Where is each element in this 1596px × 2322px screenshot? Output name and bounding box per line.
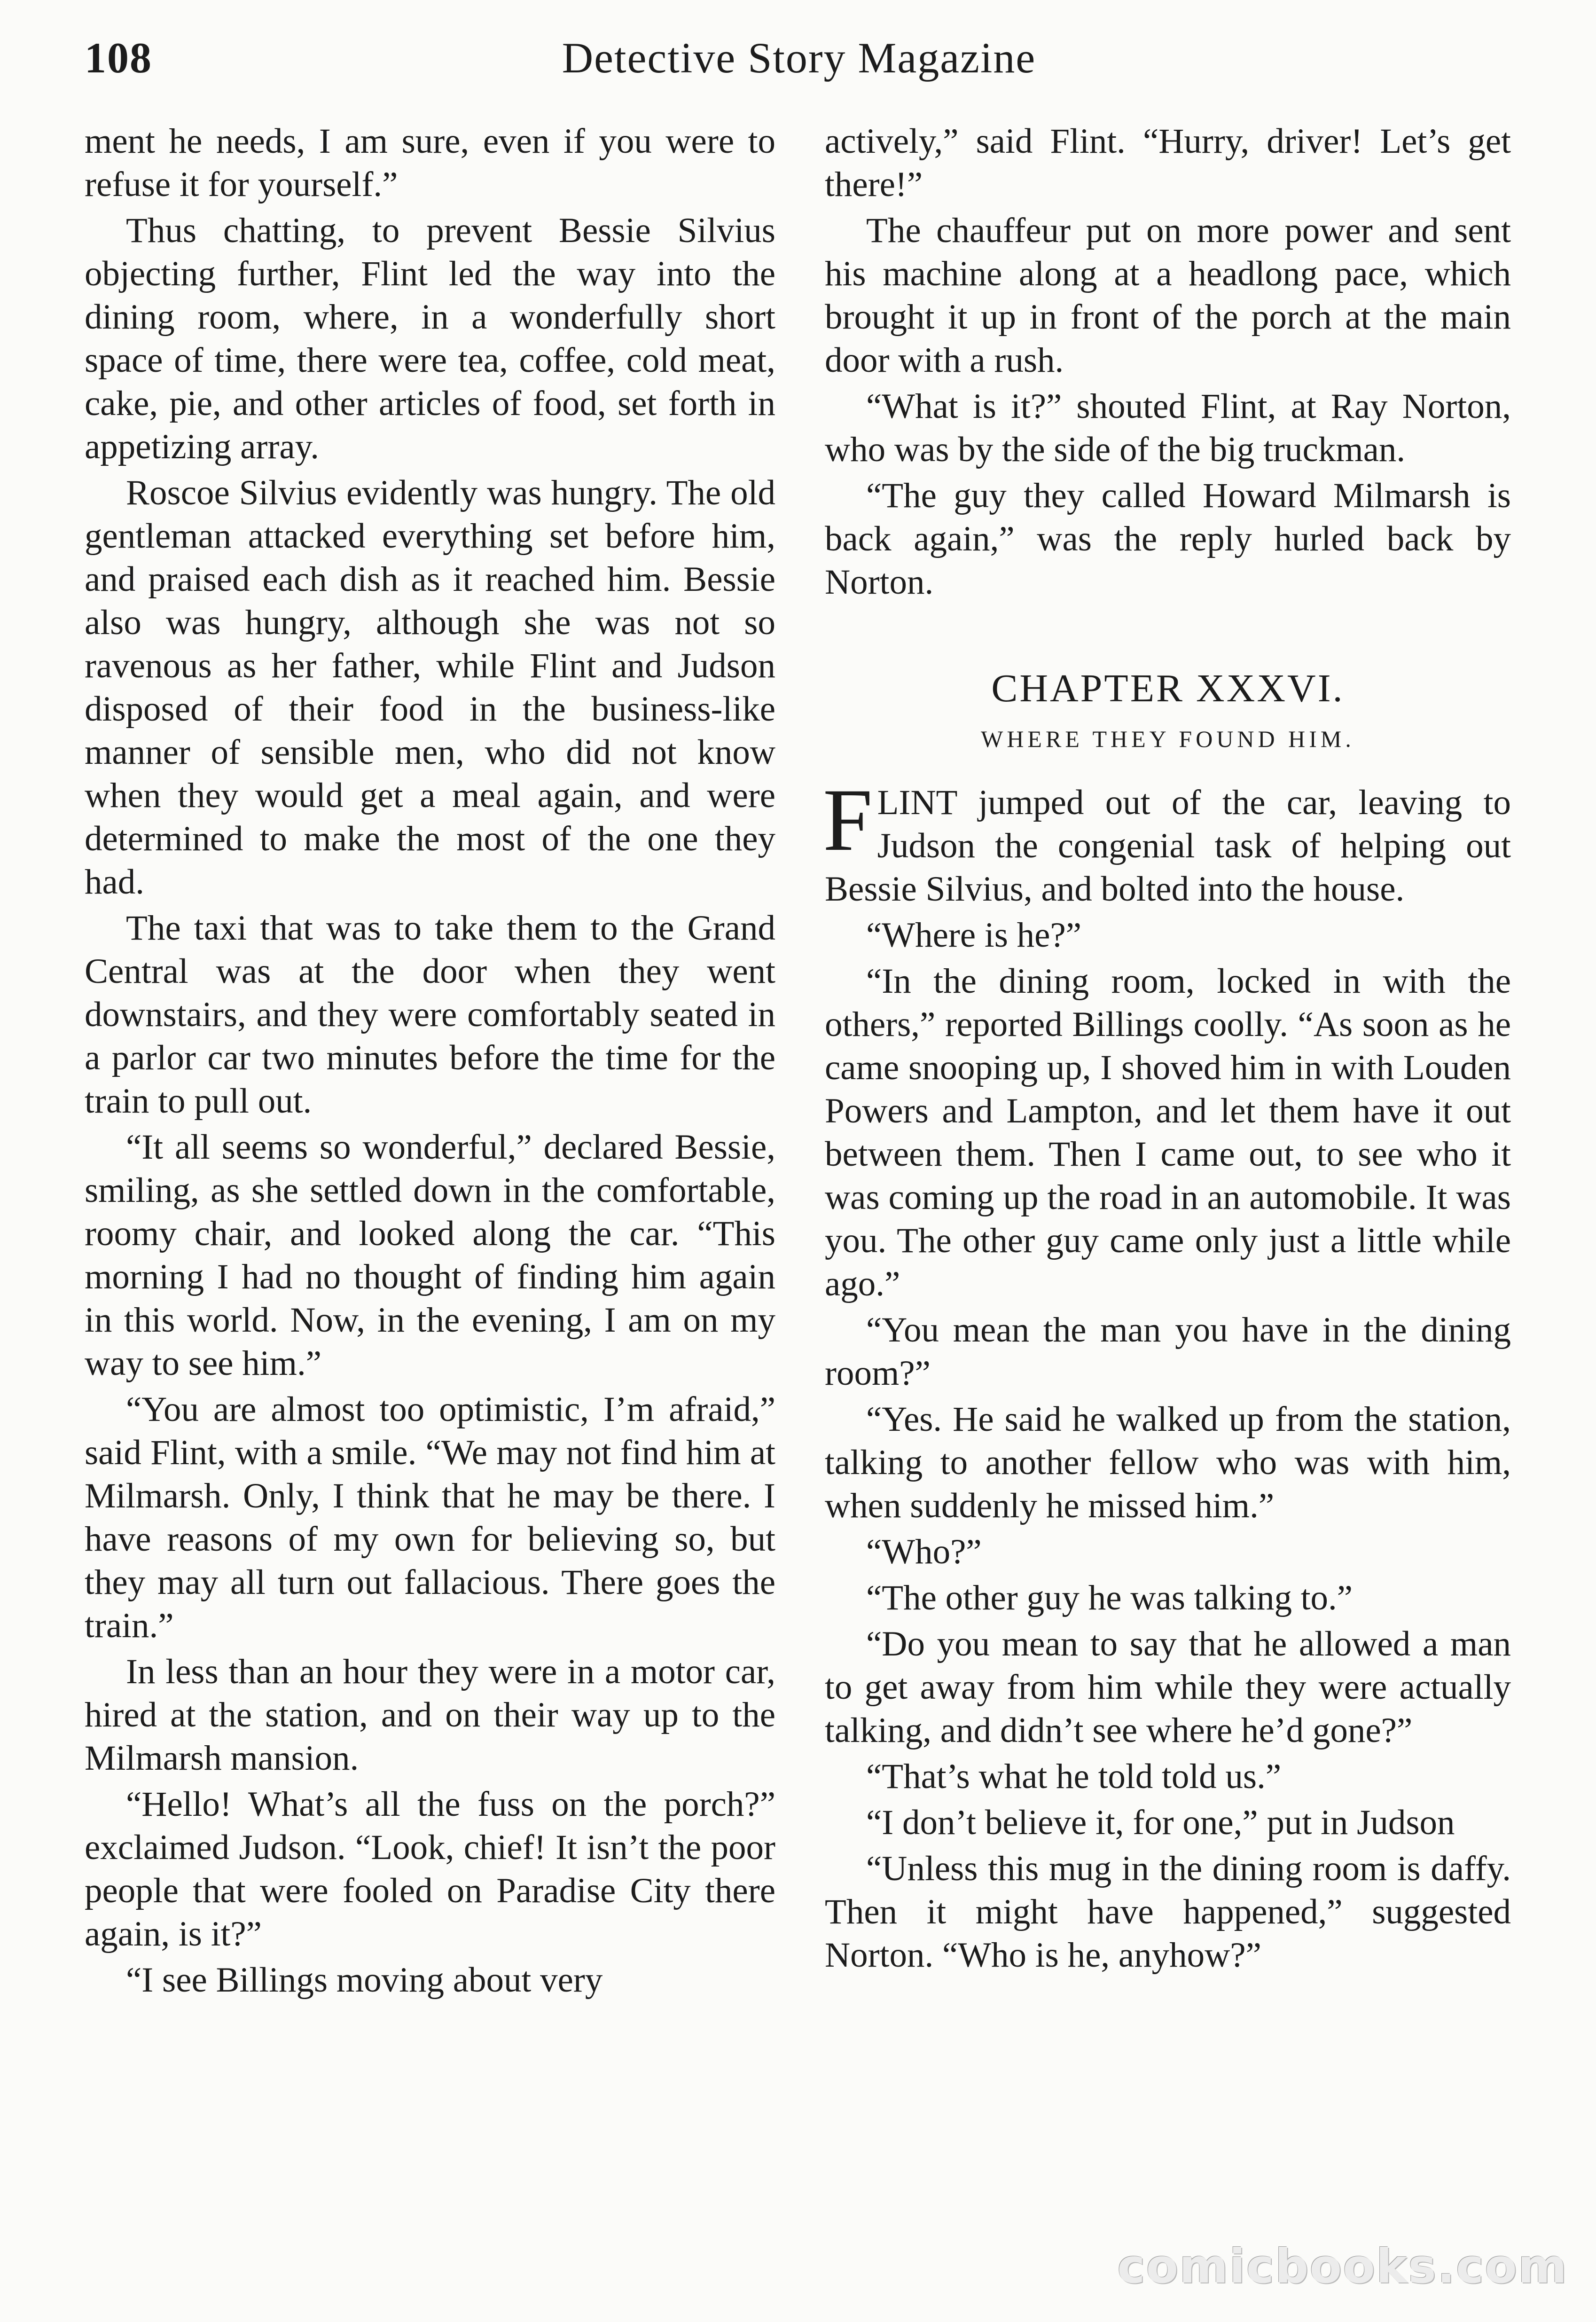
paragraph: “The guy they called Howard Milmarsh is back again,” was the reply hurled back by Norton. bbox=[825, 476, 1511, 602]
paragraph: “It all seems so wonderful,” declared Bessie, smiling, as she settled down in the comfortable, roomy chair, and looked along the car. “This morning I had no thought of finding him again in this world. Now, in the evening, I am on my way to see him.” bbox=[85, 1128, 775, 1383]
paragraph: actively,” said Flint. “Hurry, driver! Let’s get there!” bbox=[825, 122, 1511, 204]
paragraph: “Unless this mug in the dining room is daffy. Then it might have happened,” suggested Norton. “Who is he, anyhow?” bbox=[825, 1849, 1511, 1975]
paragraph: The chauffeur put on more power and sent his machine along at a headlong pace, which brought it up in front of the porch at the main door with a rush. bbox=[825, 211, 1511, 380]
paragraph: “Where is he?” bbox=[866, 916, 1082, 955]
paragraph: “The other guy he was talking to.” bbox=[866, 1578, 1353, 1617]
paragraph: ment he needs, I am sure, even if you were to refuse it for yourself.” bbox=[85, 122, 775, 204]
running-title: Detective Story Magazine bbox=[562, 34, 1036, 82]
paragraph: “You mean the man you have in the dining room?” bbox=[825, 1310, 1511, 1393]
paragraph: “I see Billings moving about very bbox=[126, 1961, 603, 2000]
chapter-heading bbox=[825, 665, 1511, 755]
opening-text: LINT jumped out of the car, leaving to Judson the congenial task of helping out Bessie Silvius, and bolted into the house. bbox=[825, 783, 1511, 909]
drop-cap: F bbox=[823, 771, 873, 870]
paragraph: “That’s what he told told us.” bbox=[866, 1757, 1282, 1796]
paragraph: The taxi that was to take them to the Grand Central was at the door when they went downstairs, and they were comfortably seated in a parlor car two minutes before the time for the train to pull out. bbox=[85, 909, 775, 1121]
paragraph: “Who?” bbox=[866, 1532, 982, 1571]
paragraph: “Do you mean to say that he allowed a man to get away from him while they were actually talking, and didn’t see where he’d gone?” bbox=[825, 1624, 1511, 1750]
paragraph: “You are almost too optimistic, I’m afraid,” said Flint, with a smile. “We may not find him at Milmarsh. Only, I think that he may be there. I have reasons of my own for believing so, but they may all turn out fallacious. There goes the train.” bbox=[85, 1390, 775, 1645]
paragraph: Thus chatting, to prevent Bessie Silvius objecting further, Flint led the way into the dining room, where, in a wonderfully short space of time, there were tea, coffee, cold meat, cake, pie, and other articles of food, set forth in appetizing array. bbox=[85, 211, 775, 466]
left-column bbox=[85, 120, 775, 2005]
paragraph: “Yes. He said he walked up from the station, talking to another fellow who was with him, when suddenly he missed him.” bbox=[825, 1400, 1511, 1525]
paragraph: Roscoe Silvius evidently was hungry. The old gentleman attacked everything set before him, and praised each dish as it reached him. Bessie also was hungry, although she was not so ravenous as her father, while Flint and Judson disposed of their food in the business-like manner of sensible men, who did not know when they would get a meal again, and were determined to make the most of the one they had. bbox=[85, 473, 775, 902]
page-header bbox=[85, 28, 1513, 99]
right-column bbox=[825, 120, 1511, 1980]
paragraph: “I don’t believe it, for one,” put in Judson bbox=[866, 1803, 1455, 1842]
chapter-opening-paragraph bbox=[823, 771, 1511, 911]
paragraph: “Hello! What’s all the fuss on the porch?” exclaimed Judson. “Look, chief! It isn’t the poor people that were fooled on Paradise City there again, is it?” bbox=[85, 1785, 775, 1953]
page-number: 108 bbox=[85, 34, 152, 82]
paragraph: In less than an hour they were in a motor car, hired at the station, and on their way up to the Milmarsh mansion. bbox=[85, 1652, 775, 1778]
paragraph: “What is it?” shouted Flint, at Ray Norton, who was by the side of the big truckman. bbox=[825, 387, 1511, 469]
chapter-subtitle: WHERE THEY FOUND HIM. bbox=[981, 726, 1355, 752]
paragraph: “In the dining room, locked in with the others,” reported Billings coolly. “As soon as he came snooping up, I shoved him in with Louden Powers and Lampton, and let them have it out between them. Then I came out, to see who it was coming up the road in an automobile. It was you. The other guy came only just a little while ago.” bbox=[825, 962, 1511, 1303]
watermark: comicbooks.com bbox=[1117, 2239, 1568, 2294]
chapter-title: CHAPTER XXXVI. bbox=[991, 667, 1345, 710]
